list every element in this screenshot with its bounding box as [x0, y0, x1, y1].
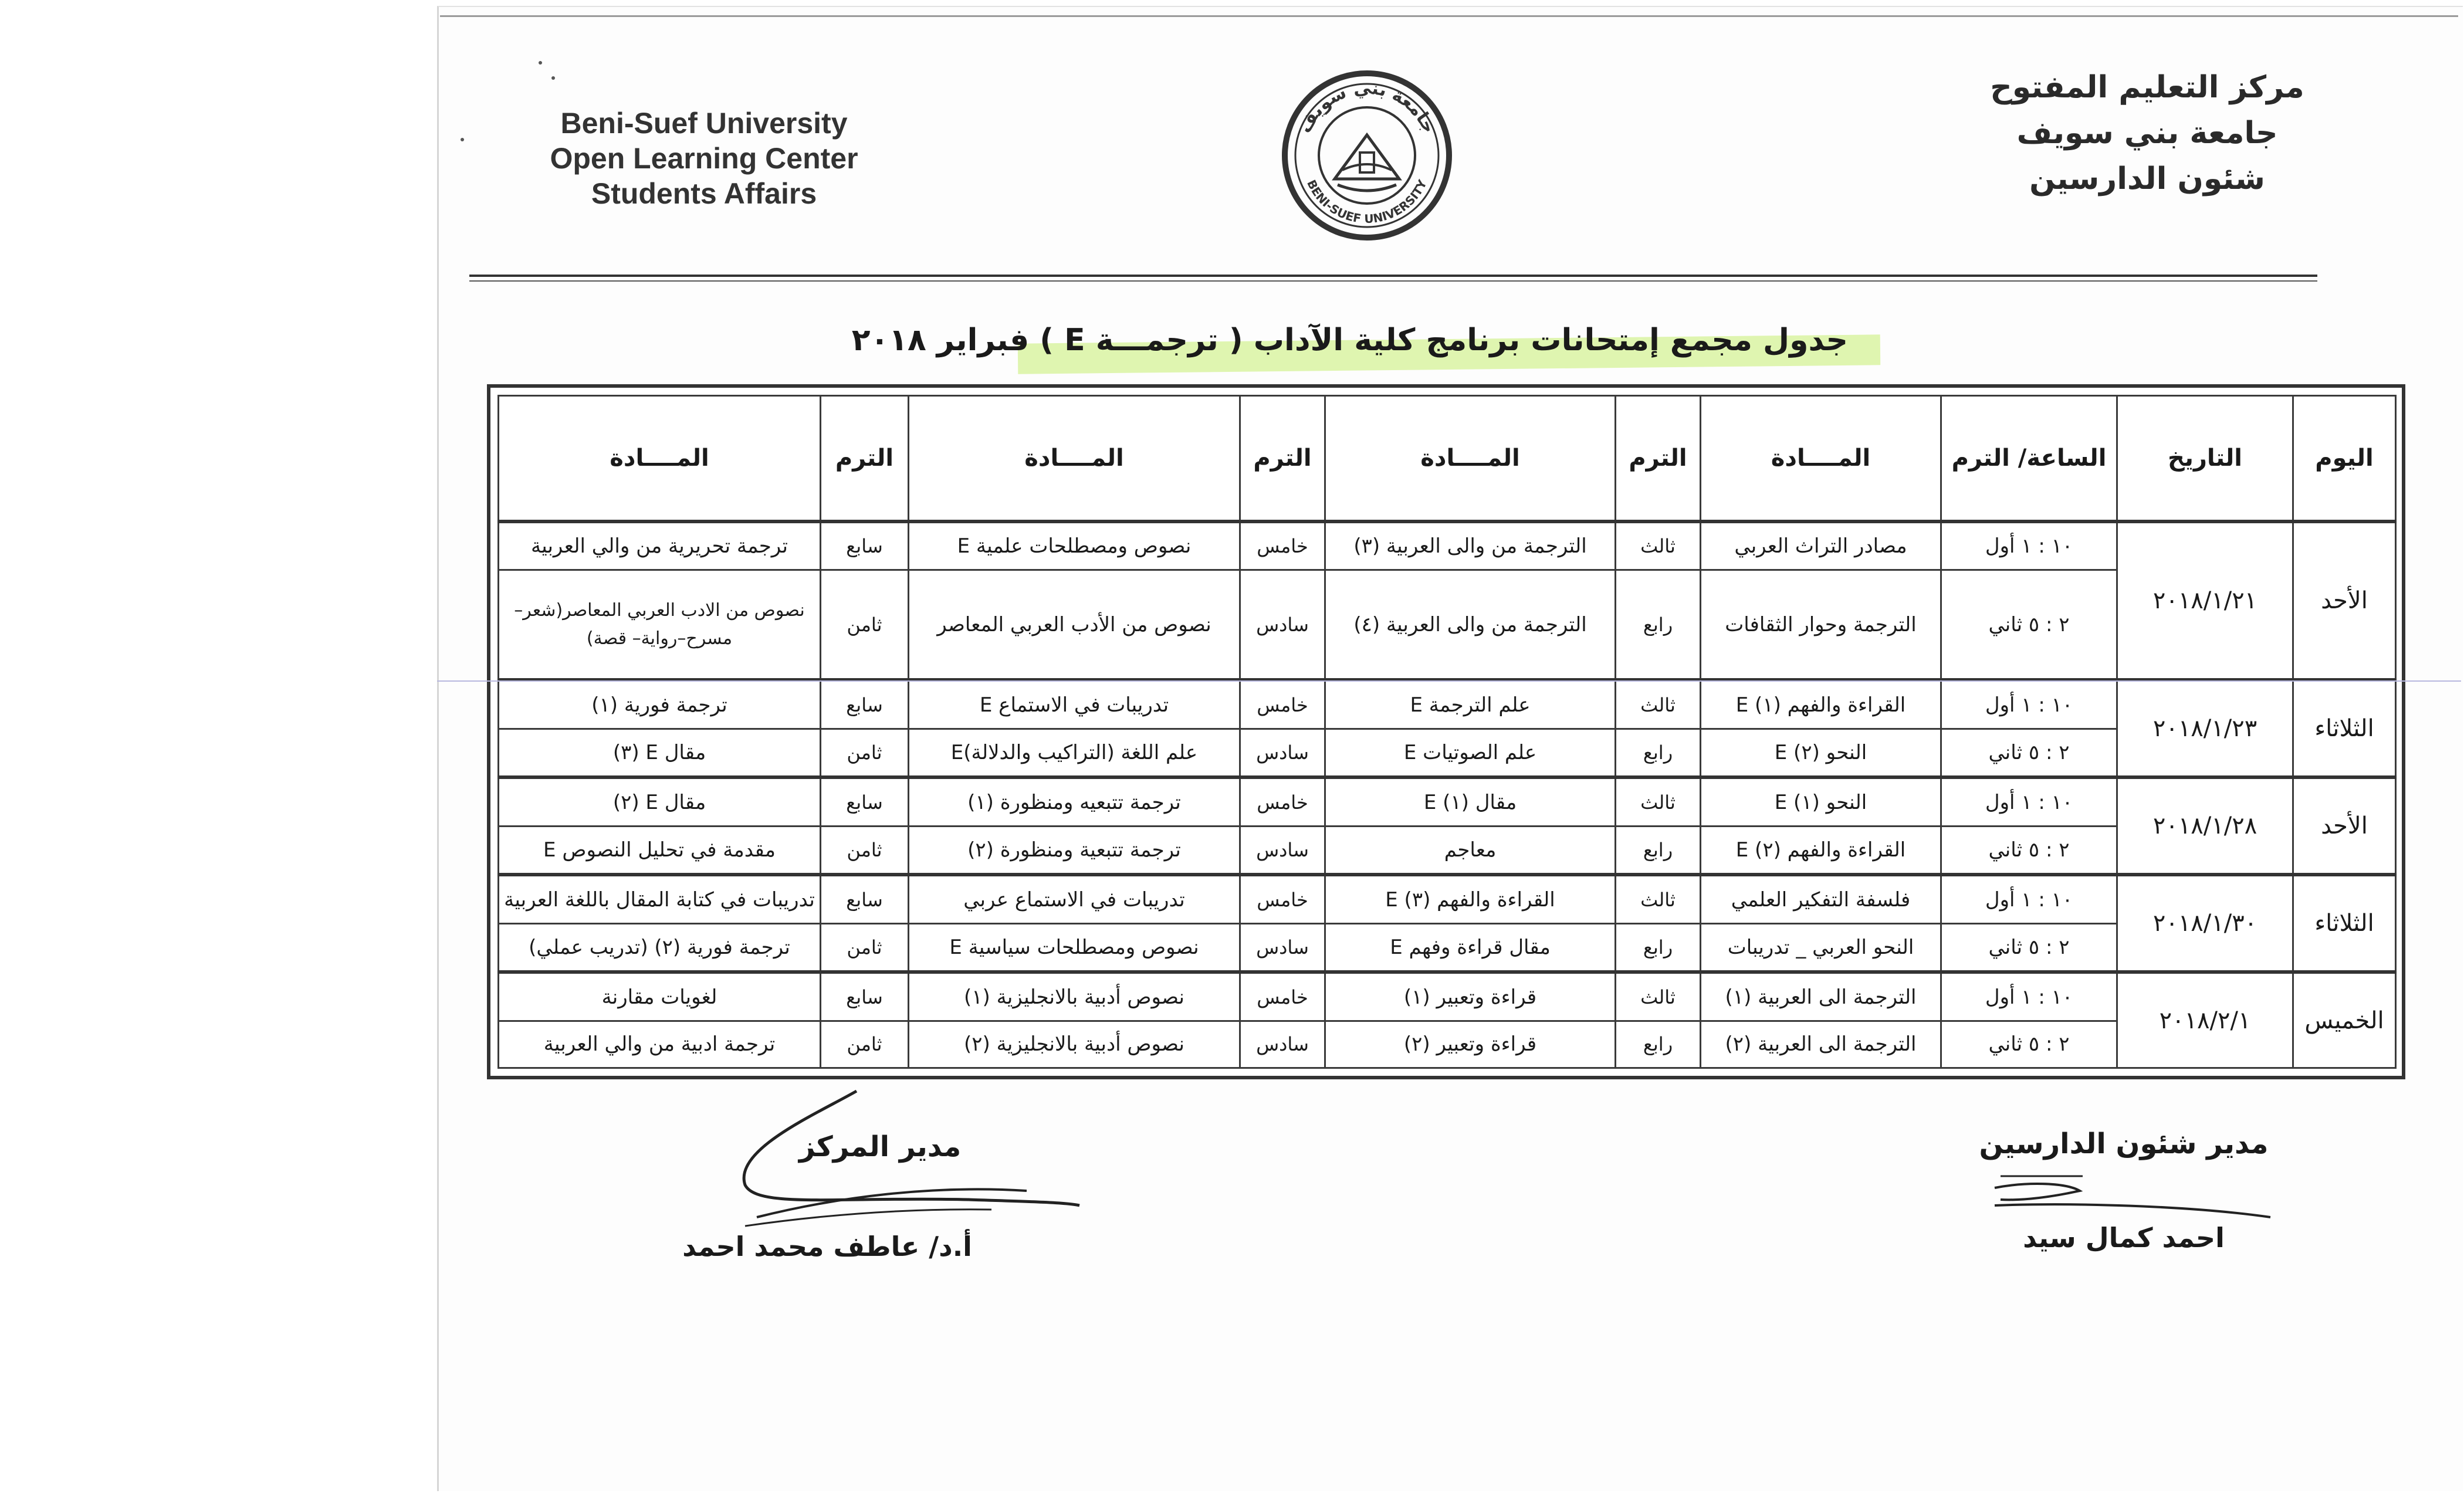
scan-edge-line: [440, 15, 2458, 17]
term-cell: سابع: [821, 972, 909, 1021]
subject-cell: الترجمة وحوار الثقافات: [1701, 570, 1941, 680]
subject-cell: ترجمة تتبعية ومنظورة (٢): [909, 826, 1240, 875]
subject-cell: النحو العربي _ تدريبات: [1701, 923, 1941, 972]
subject-cell: النحو (١) E: [1701, 777, 1941, 826]
term-cell: سادس: [1240, 729, 1325, 777]
time-cell: ١٠ : ١ أول: [1941, 875, 2117, 923]
term-cell: رابع: [1616, 923, 1701, 972]
term-cell: ثالث: [1616, 972, 1701, 1021]
header-term-1: الترم: [1616, 396, 1701, 522]
scan-artifact-line: [437, 680, 2461, 682]
table-header-row: [499, 396, 2396, 522]
date-cell: ٢٠١٨/١/٢١: [2117, 521, 2293, 680]
subject-cell: مصادر التراث العربي: [1701, 521, 1941, 570]
subject-cell: الترجمة الى العربية (٢): [1701, 1021, 1941, 1068]
scan-speck: [551, 76, 555, 80]
scan-speck: [461, 138, 464, 141]
subject-cell: نصوص ومصطلحات علمية E: [909, 521, 1240, 570]
table-row: [499, 521, 2396, 570]
exam-schedule-table: [497, 395, 2397, 1069]
table-row: [499, 777, 2396, 826]
table-row: [499, 680, 2396, 729]
header-en-line-2: Open Learning Center: [550, 142, 858, 175]
subject-cell: النحو (٢) E: [1701, 729, 1941, 777]
subject-cell: قراءة وتعبير (١): [1325, 972, 1616, 1021]
header-term-3: الترم: [821, 396, 909, 522]
subject-cell: ترجمة ادبية من والي العربية: [499, 1021, 821, 1068]
date-cell: ٢٠١٨/١/٣٠: [2117, 875, 2293, 972]
header-ar-line-2: جامعة بني سويف: [2016, 116, 2278, 151]
term-cell: خامس: [1240, 777, 1325, 826]
time-cell: ١٠ : ١ أول: [1941, 521, 2117, 570]
header-subject-1: المــــادة: [1701, 396, 1941, 522]
day-cell: الأحد: [2293, 521, 2396, 680]
term-cell: ثالث: [1616, 521, 1701, 570]
subject-cell: نصوص أدبية بالانجليزية (٢): [909, 1021, 1240, 1068]
header-term-2: الترم: [1240, 396, 1325, 522]
subject-cell: ترجمة فورية (٢) (تدريب عملي): [499, 923, 821, 972]
term-cell: سادس: [1240, 1021, 1325, 1068]
date-cell: ٢٠١٨/٢/١: [2117, 972, 2293, 1068]
term-cell: رابع: [1616, 826, 1701, 875]
right-signature-scribble: [1977, 1164, 2282, 1229]
schedule-title: جدول مجمع إمتحانات برنامج كلية الآداب ( ترجمـــة E ) فبراير ٢٠١٨: [851, 323, 1848, 358]
term-cell: ثالث: [1616, 875, 1701, 923]
time-cell: ١٠ : ١ أول: [1941, 680, 2117, 729]
header-divider: [469, 275, 2317, 277]
subject-cell: القراءة والفهم (٣) E: [1325, 875, 1616, 923]
subject-cell: علم اللغة (التراكيب والدلالة)E: [909, 729, 1240, 777]
right-signature-title: مدير شئون الدارسين: [1979, 1127, 2269, 1160]
header-divider-thin: [469, 280, 2317, 282]
header-en-line-3: Students Affairs: [591, 177, 817, 210]
term-cell: خامس: [1240, 972, 1325, 1021]
left-signature-name: أ.د/ عاطف محمد احمد: [682, 1231, 972, 1262]
seal-arabic-text: جامعة بني سويف: [1294, 77, 1440, 137]
header-en-line-1: Beni-Suef University: [560, 107, 848, 140]
table-row: [499, 923, 2396, 972]
table-row: [499, 1021, 2396, 1068]
header-date: التاريخ: [2117, 396, 2293, 522]
subject-cell: فلسفة التفكير العلمي: [1701, 875, 1941, 923]
subject-cell: ترجمة تتبعيه ومنظورة (١): [909, 777, 1240, 826]
term-cell: سابع: [821, 521, 909, 570]
term-cell: ثامن: [821, 729, 909, 777]
day-cell: الخميس: [2293, 972, 2396, 1068]
subject-cell: ترجمة فورية (١): [499, 680, 821, 729]
term-cell: ثامن: [821, 570, 909, 680]
subject-cell: علم الصوتيات E: [1325, 729, 1616, 777]
subject-cell: قراءة وتعبير (٢): [1325, 1021, 1616, 1068]
term-cell: رابع: [1616, 570, 1701, 680]
date-cell: ٢٠١٨/١/٢٨: [2117, 777, 2293, 875]
subject-cell: تدريبات في كتابة المقال باللغة العربية: [499, 875, 821, 923]
svg-text:BENI-SUEF UNIVERSITY: [1304, 177, 1430, 226]
day-cell: الأحد: [2293, 777, 2396, 875]
table-row: [499, 826, 2396, 875]
subject-cell: نصوص ومصطلحات سياسية E: [909, 923, 1240, 972]
subject-cell: مقال E (٢): [499, 777, 821, 826]
subject-cell: معاجم: [1325, 826, 1616, 875]
table-row: [499, 972, 2396, 1021]
term-cell: سابع: [821, 680, 909, 729]
header-english: [528, 106, 880, 211]
university-seal-logo: [1279, 65, 1455, 246]
term-cell: خامس: [1240, 521, 1325, 570]
header-day: اليوم: [2293, 396, 2396, 522]
right-signature-name: احمد كمال سيد: [2023, 1222, 2225, 1254]
seal-english-text: BENI-SUEF UNIVERSITY: [1304, 177, 1430, 226]
term-cell: سابع: [821, 777, 909, 826]
subject-cell: نصوص من الأدب العربي المعاصر: [909, 570, 1240, 680]
table-row: [499, 570, 2396, 680]
time-cell: ٢ : ٥ ثاني: [1941, 923, 2117, 972]
time-cell: ٢ : ٥ ثاني: [1941, 1021, 2117, 1068]
subject-cell: تدريبات في الاستماع E: [909, 680, 1240, 729]
term-cell: ثامن: [821, 923, 909, 972]
left-signature-scribble: [722, 1079, 1085, 1232]
day-cell: الثلاثاء: [2293, 680, 2396, 777]
subject-cell: لغويات مقارنة: [499, 972, 821, 1021]
left-signature-title: مدير المركز: [798, 1130, 962, 1163]
header-arabic: [1983, 65, 2311, 202]
time-cell: ٢ : ٥ ثاني: [1941, 826, 2117, 875]
subject-cell: نصوص من الادب العربي المعاصر(شعر–مسرح–رواية– قصة): [499, 570, 821, 680]
subject-cell: مقال (١) E: [1325, 777, 1616, 826]
left-signature-name-block: [663, 1229, 991, 1264]
term-cell: سادس: [1240, 570, 1325, 680]
time-cell: ٢ : ٥ ثاني: [1941, 570, 2117, 680]
term-cell: ثالث: [1616, 680, 1701, 729]
schedule-table-frame: [487, 384, 2405, 1079]
time-cell: ١٠ : ١ أول: [1941, 972, 2117, 1021]
header-subject-3: المــــادة: [909, 396, 1240, 522]
subject-cell: الترجمة من والى العربية (٣): [1325, 521, 1616, 570]
subject-cell: ترجمة تحريرية من والي العربية: [499, 521, 821, 570]
subject-cell: نصوص أدبية بالانجليزية (١): [909, 972, 1240, 1021]
subject-cell: القراءة والفهم (٢) E: [1701, 826, 1941, 875]
term-cell: سابع: [821, 875, 909, 923]
term-cell: خامس: [1240, 875, 1325, 923]
term-cell: رابع: [1616, 1021, 1701, 1068]
term-cell: ثامن: [821, 826, 909, 875]
header-subject-4: المــــادة: [499, 396, 821, 522]
subject-cell: الترجمة الى العربية (١): [1701, 972, 1941, 1021]
subject-cell: القراءة والفهم (١) E: [1701, 680, 1941, 729]
header-ar-line-3: شئون الدارسين: [2029, 161, 2265, 197]
header-time-term: الساعة/ الترم: [1941, 396, 2117, 522]
term-cell: ثامن: [821, 1021, 909, 1068]
title-container: [851, 314, 1848, 367]
subject-cell: مقدمة في تحليل النصوص E: [499, 826, 821, 875]
time-cell: ٢ : ٥ ثاني: [1941, 729, 2117, 777]
subject-cell: تدريبات في الاستماع عربي: [909, 875, 1240, 923]
term-cell: سادس: [1240, 826, 1325, 875]
term-cell: خامس: [1240, 680, 1325, 729]
date-cell: ٢٠١٨/١/٢٣: [2117, 680, 2293, 777]
term-cell: رابع: [1616, 729, 1701, 777]
scan-speck: [539, 61, 542, 65]
right-signature-name-block: [1977, 1220, 2270, 1255]
subject-cell: مقال قراءة وفهم E: [1325, 923, 1616, 972]
header-ar-line-1: مركز التعليم المفتوح: [1990, 70, 2304, 105]
subject-cell: مقال E (٣): [499, 729, 821, 777]
table-row: [499, 729, 2396, 777]
table-row: [499, 875, 2396, 923]
day-cell: الثلاثاء: [2293, 875, 2396, 972]
right-signature-block: [1959, 1126, 2288, 1161]
term-cell: سادس: [1240, 923, 1325, 972]
time-cell: ١٠ : ١ أول: [1941, 777, 2117, 826]
term-cell: ثالث: [1616, 777, 1701, 826]
subject-cell: علم الترجمة E: [1325, 680, 1616, 729]
header-subject-2: المــــادة: [1325, 396, 1616, 522]
subject-cell: الترجمة من والى العربية (٤): [1325, 570, 1616, 680]
